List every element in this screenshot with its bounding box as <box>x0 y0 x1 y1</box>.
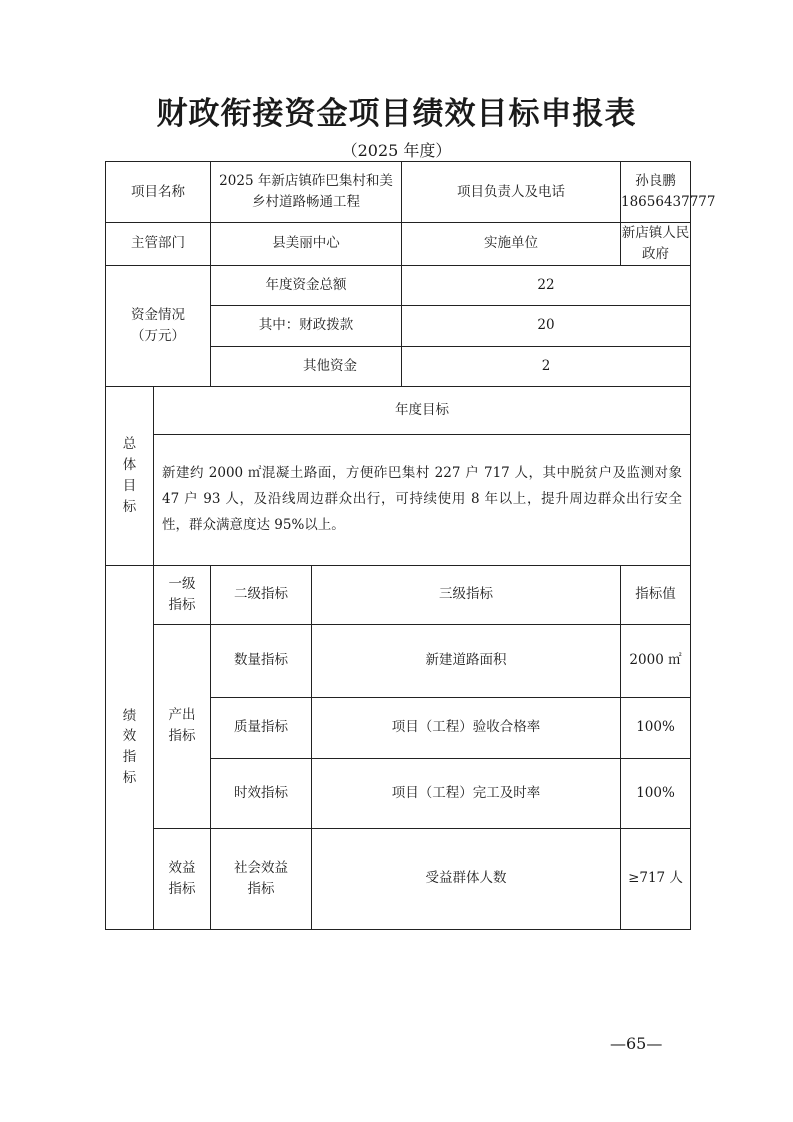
funds-fiscal-label: 其中：财政拨款 <box>211 305 402 346</box>
benefit-label: 效益 指标 <box>154 828 211 929</box>
output-level2: 时效指标 <box>211 758 312 828</box>
project-name-value: 2025 年新店镇砟巴集村和美乡村道路畅通工程 <box>211 162 402 223</box>
impl-value: 新店镇人民政府 <box>621 223 691 266</box>
page-number: —65— <box>610 1034 663 1053</box>
impl-label: 实施单位 <box>402 223 621 266</box>
funds-label: 资金情况 <box>131 306 185 323</box>
dept-label: 主管部门 <box>106 223 211 266</box>
goal-header: 年度目标 <box>154 386 691 434</box>
goal-label: 总 体 目 标 <box>106 386 154 565</box>
leader-phone: 18656437777 <box>621 194 716 210</box>
page-title: 财政衔接资金项目绩效目标申报表 <box>156 96 637 132</box>
funds-unit: （万元） <box>131 327 185 344</box>
funds-other-value: 2 <box>402 346 691 386</box>
funds-fiscal-value: 20 <box>402 305 691 346</box>
output-value: 2000 ㎡ <box>621 624 691 697</box>
level3-header: 三级指标 <box>312 565 621 624</box>
dept-value: 县美丽中心 <box>211 223 402 266</box>
output-value: 100% <box>621 697 691 758</box>
goal-text: 新建约 2000 ㎡混凝土路面，方便砟巴集村 227 户 717 人，其中脱贫户及监测对象 47 户 93 人，及沿线周边群众出行，可持续使用 8 年以上，提升周边群众出行安全性，群众满意度达 95%以上。 <box>154 434 691 565</box>
year-subtitle: （2025 年度） <box>341 141 452 160</box>
funds-label-cell <box>106 265 211 386</box>
project-name-label: 项目名称 <box>106 162 211 223</box>
value-header: 指标值 <box>621 565 691 624</box>
leader-name: 孙良鹏 <box>635 173 676 190</box>
performance-table <box>105 161 716 930</box>
funds-total-label: 年度资金总额 <box>211 265 402 305</box>
output-value: 100% <box>621 758 691 828</box>
output-level2: 质量指标 <box>211 697 312 758</box>
benefit-level3: 受益群体人数 <box>312 828 621 929</box>
project-leader-label: 项目负责人及电话 <box>402 162 621 223</box>
output-level2: 数量指标 <box>211 624 312 697</box>
output-level3: 项目（工程）验收合格率 <box>312 697 621 758</box>
level2-header: 二级指标 <box>211 565 312 624</box>
project-leader-value <box>621 162 716 223</box>
level1-header: 一级 指标 <box>154 565 211 624</box>
output-label: 产出 指标 <box>154 624 211 828</box>
output-level3: 项目（工程）完工及时率 <box>312 758 621 828</box>
benefit-level2: 社会效益 指标 <box>211 828 312 929</box>
funds-other-label: 其他资金 <box>211 346 402 386</box>
performance-label: 绩 效 指 标 <box>106 565 154 929</box>
funds-total-value: 22 <box>402 265 691 305</box>
benefit-value: ≥717 人 <box>621 828 691 929</box>
output-level3: 新建道路面积 <box>312 624 621 697</box>
